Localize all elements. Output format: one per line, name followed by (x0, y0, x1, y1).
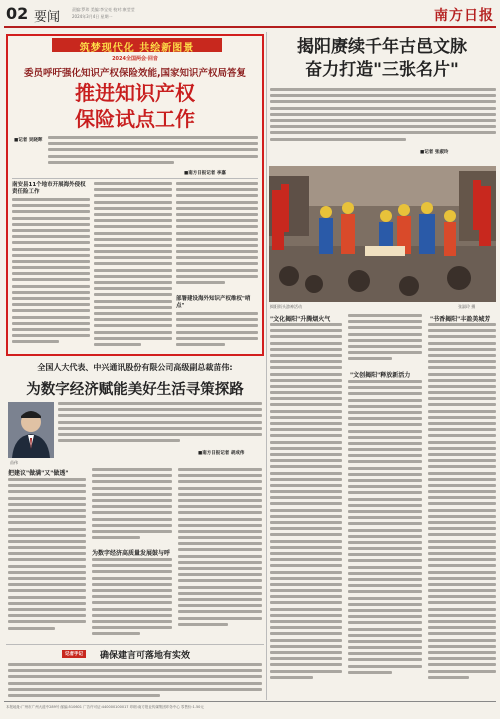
culture-column-3 (428, 323, 496, 699)
culture-headline-line-1: 揭阳赓续千年古邑文脉 (297, 37, 467, 57)
subhead-1: 南安县11个地市开展海外侵权责任险工作 (12, 182, 86, 195)
culture-byline: ■记者 张淑玲 (420, 150, 449, 155)
column-divider (266, 32, 267, 700)
notes-tag: 记者手记 (62, 650, 86, 658)
culture-section-1: "文化揭阳"升腾烟火气 (270, 316, 331, 323)
interview-section-1: 把建议"做满"又"做透" (8, 470, 69, 477)
kicker-text: 筑梦现代化 共绘新图景 (79, 43, 195, 54)
culture-column-2 (348, 380, 422, 699)
byline-left: ■记者 吴晓晖 (14, 138, 43, 143)
feature-article[interactable] (6, 34, 264, 356)
footer-text: 本报地址:广州市广州大道中289号 邮编:510601 广告许可证:440000100017 印刷:南方报业传媒集团印务中心 零售价:1.50元 (6, 705, 204, 709)
column-3-text (176, 182, 258, 294)
feature-headline (8, 80, 262, 132)
kicker-subtitle: 2024全国两会·回音 (112, 56, 158, 62)
portrait-caption: 苗伟 (10, 460, 18, 465)
interview-kicker: 全国人大代表、中兴通讯股份有限公司高级副总裁苗伟: (37, 363, 233, 372)
section-name: 要闻 (34, 10, 61, 25)
editor-credits: 责编:罗玮 美编:李宝亮 校对:康莹莹 (72, 7, 135, 12)
headline-line-2: 保险试点工作 (75, 107, 195, 131)
page-header (4, 2, 496, 28)
interview-intro (58, 402, 262, 458)
culture-lead (270, 88, 496, 144)
interview-section-2: 为数字经济高质量发展鼓与呼 (92, 550, 171, 557)
column-2-text (94, 182, 172, 353)
photo-red-banner-left (272, 190, 284, 250)
interview-column-3 (178, 468, 262, 638)
page-number: 02 (6, 4, 29, 23)
culture-section-3: "书香揭阳"丰盈美城芳 (430, 316, 491, 323)
headline-line-1: 推进知识产权 (75, 81, 195, 105)
interview-column-2 (92, 558, 172, 638)
byline-right: ■南方日报记者 李嘉 (184, 171, 226, 176)
subhead-2: 部署建设海外知识产权维权"哨点" (176, 296, 251, 309)
culture-headline-line-2: 奋力打造"三张名片" (305, 60, 459, 80)
interview-column-2-upper (92, 468, 172, 544)
person-icon (8, 402, 54, 458)
column-1-text (12, 198, 90, 353)
culture-section-2: "文创揭阳"释放新活力 (350, 372, 411, 379)
bottom-separator (6, 644, 264, 645)
separator (12, 178, 258, 179)
column-3-text-lower (176, 312, 258, 354)
interview-column-1 (8, 478, 86, 638)
culture-headline (268, 36, 496, 82)
interview-byline: ■南方日报记者 胡成伟 (198, 451, 245, 456)
newspaper-logo: 南方日报 (434, 8, 494, 24)
lead-paragraph (48, 136, 258, 166)
kicker-banner (52, 38, 222, 52)
photo-caption: 揭阳街头游神活动 (270, 304, 302, 309)
photo-credit: 张淑玲 摄 (458, 304, 476, 309)
interview-headline: 为数字经济赋能美好生活寻策探路 (26, 381, 244, 398)
feature-subtitle: 委员呼吁强化知识产权保险效能,国家知识产权局答复 (23, 68, 247, 79)
culture-column-1 (270, 323, 342, 699)
culture-column-2-upper (348, 314, 422, 366)
photo-red-banner-right (479, 186, 491, 246)
festival-photo-illustration (269, 166, 496, 302)
issue-date: 2024年3月4日 星期一 (72, 14, 113, 19)
portrait-photo (8, 402, 54, 458)
page-footer (4, 701, 496, 715)
notes-headline: 确保建言可落地有实效 (100, 651, 191, 661)
notes-text (8, 663, 262, 699)
festival-photo[interactable] (269, 166, 496, 302)
